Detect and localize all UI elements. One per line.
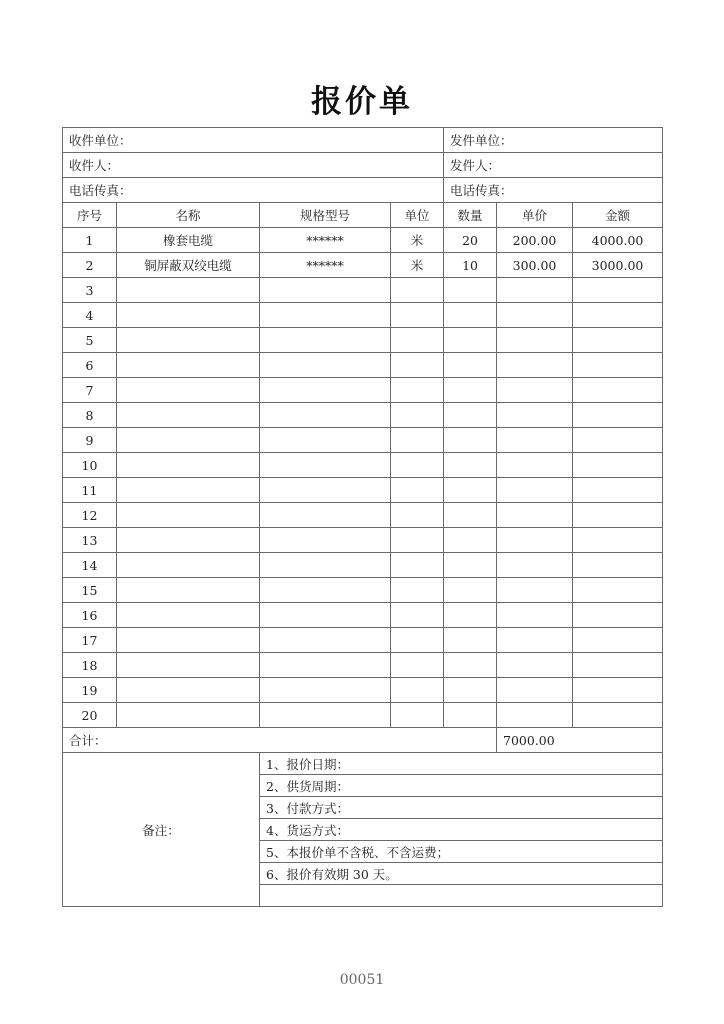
cell-qty bbox=[444, 353, 497, 378]
cell-price bbox=[497, 303, 573, 328]
cell-name bbox=[117, 528, 260, 553]
cell-qty bbox=[444, 603, 497, 628]
cell-unit bbox=[391, 353, 444, 378]
cell-spec bbox=[260, 328, 391, 353]
cell-spec bbox=[260, 453, 391, 478]
table-row bbox=[63, 253, 663, 278]
cell-amount bbox=[573, 528, 663, 553]
cell-amount bbox=[573, 503, 663, 528]
cell-price bbox=[497, 403, 573, 428]
cell-unit bbox=[391, 378, 444, 403]
cell-price bbox=[497, 428, 573, 453]
cell-qty bbox=[444, 278, 497, 303]
total-value: 7000.00 bbox=[497, 728, 663, 753]
cell-name: 橡套电缆 bbox=[117, 228, 260, 253]
cell-price: 300.00 bbox=[497, 253, 573, 278]
cell-name bbox=[117, 303, 260, 328]
cell-spec bbox=[260, 653, 391, 678]
cell-name bbox=[117, 328, 260, 353]
cell-name bbox=[117, 453, 260, 478]
header-price: 单价 bbox=[497, 203, 573, 228]
cell-amount: 4000.00 bbox=[573, 228, 663, 253]
quote-table bbox=[62, 127, 663, 907]
header-no: 序号 bbox=[63, 203, 117, 228]
cell-name bbox=[117, 353, 260, 378]
cell-spec bbox=[260, 578, 391, 603]
header-spec: 规格型号 bbox=[260, 203, 391, 228]
phone-fax-row bbox=[63, 178, 663, 203]
cell-unit bbox=[391, 603, 444, 628]
cell-price bbox=[497, 378, 573, 403]
cell-name bbox=[117, 378, 260, 403]
recipient-phone-label: 电话传真： bbox=[63, 178, 444, 203]
cell-amount bbox=[573, 603, 663, 628]
remark-item: 6、报价有效期 30 天。 bbox=[260, 863, 663, 885]
cell-qty bbox=[444, 328, 497, 353]
cell-price bbox=[497, 653, 573, 678]
cell-qty bbox=[444, 528, 497, 553]
cell-no: 15 bbox=[63, 578, 117, 603]
cell-amount bbox=[573, 403, 663, 428]
cell-qty bbox=[444, 628, 497, 653]
cell-spec bbox=[260, 303, 391, 328]
cell-price bbox=[497, 703, 573, 728]
table-row bbox=[63, 503, 663, 528]
cell-amount bbox=[573, 703, 663, 728]
recipient-unit-row bbox=[63, 128, 663, 153]
cell-unit bbox=[391, 303, 444, 328]
table-row bbox=[63, 678, 663, 703]
remark-item: 1、报价日期： bbox=[260, 753, 663, 775]
cell-name bbox=[117, 278, 260, 303]
cell-spec bbox=[260, 428, 391, 453]
remark-item: 4、货运方式： bbox=[260, 819, 663, 841]
cell-spec bbox=[260, 678, 391, 703]
cell-amount bbox=[573, 628, 663, 653]
cell-amount bbox=[573, 353, 663, 378]
cell-qty bbox=[444, 503, 497, 528]
total-label: 合计： bbox=[63, 728, 497, 753]
header-qty: 数量 bbox=[444, 203, 497, 228]
cell-spec bbox=[260, 703, 391, 728]
cell-spec bbox=[260, 503, 391, 528]
cell-unit bbox=[391, 578, 444, 603]
cell-unit bbox=[391, 628, 444, 653]
cell-amount bbox=[573, 428, 663, 453]
cell-no: 20 bbox=[63, 703, 117, 728]
remark-item: 2、供货周期： bbox=[260, 775, 663, 797]
cell-unit bbox=[391, 503, 444, 528]
cell-spec bbox=[260, 553, 391, 578]
table-row bbox=[63, 378, 663, 403]
cell-qty: 20 bbox=[444, 228, 497, 253]
cell-unit bbox=[391, 703, 444, 728]
remark-item: 5、本报价单不含税、不含运费； bbox=[260, 841, 663, 863]
table-row bbox=[63, 653, 663, 678]
cell-spec: ****** bbox=[260, 253, 391, 278]
cell-amount bbox=[573, 578, 663, 603]
cell-no: 10 bbox=[63, 453, 117, 478]
cell-name bbox=[117, 603, 260, 628]
cell-no: 6 bbox=[63, 353, 117, 378]
header-unit: 单位 bbox=[391, 203, 444, 228]
cell-name bbox=[117, 503, 260, 528]
cell-qty bbox=[444, 703, 497, 728]
cell-qty bbox=[444, 478, 497, 503]
header-amount: 金额 bbox=[573, 203, 663, 228]
cell-name bbox=[117, 628, 260, 653]
page-number: 00051 bbox=[339, 972, 385, 988]
cell-no: 14 bbox=[63, 553, 117, 578]
remarks-row bbox=[63, 753, 663, 775]
cell-name bbox=[117, 678, 260, 703]
cell-spec bbox=[260, 278, 391, 303]
remark-item: 3、付款方式： bbox=[260, 797, 663, 819]
cell-name bbox=[117, 428, 260, 453]
cell-unit bbox=[391, 278, 444, 303]
cell-qty bbox=[444, 653, 497, 678]
recipient-unit-label: 收件单位： bbox=[63, 128, 444, 153]
cell-spec bbox=[260, 528, 391, 553]
cell-amount bbox=[573, 328, 663, 353]
table-row bbox=[63, 428, 663, 453]
cell-amount bbox=[573, 378, 663, 403]
cell-name bbox=[117, 403, 260, 428]
cell-qty bbox=[444, 428, 497, 453]
total-row bbox=[63, 728, 663, 753]
table-row bbox=[63, 528, 663, 553]
cell-no: 5 bbox=[63, 328, 117, 353]
cell-no: 11 bbox=[63, 478, 117, 503]
table-row bbox=[63, 453, 663, 478]
cell-unit bbox=[391, 528, 444, 553]
cell-name bbox=[117, 578, 260, 603]
table-row bbox=[63, 228, 663, 253]
cell-name: 铜屏蔽双绞电缆 bbox=[117, 253, 260, 278]
cell-amount bbox=[573, 303, 663, 328]
cell-price bbox=[497, 503, 573, 528]
cell-spec bbox=[260, 628, 391, 653]
table-row bbox=[63, 478, 663, 503]
cell-no: 8 bbox=[63, 403, 117, 428]
table-row bbox=[63, 703, 663, 728]
sender-unit-label: 发件单位： bbox=[444, 128, 663, 153]
cell-qty bbox=[444, 553, 497, 578]
cell-no: 1 bbox=[63, 228, 117, 253]
cell-price bbox=[497, 678, 573, 703]
column-header-row bbox=[63, 203, 663, 228]
cell-price bbox=[497, 603, 573, 628]
cell-price bbox=[497, 553, 573, 578]
cell-unit bbox=[391, 428, 444, 453]
recipient-person-row bbox=[63, 153, 663, 178]
remarks-label: 备注： bbox=[63, 753, 260, 907]
sender-phone-label: 电话传真： bbox=[444, 178, 663, 203]
cell-unit bbox=[391, 553, 444, 578]
cell-no: 12 bbox=[63, 503, 117, 528]
table-row bbox=[63, 603, 663, 628]
remark-item bbox=[260, 885, 663, 907]
cell-no: 4 bbox=[63, 303, 117, 328]
cell-qty bbox=[444, 403, 497, 428]
cell-no: 18 bbox=[63, 653, 117, 678]
table-row bbox=[63, 578, 663, 603]
table-row bbox=[63, 278, 663, 303]
cell-name bbox=[117, 703, 260, 728]
cell-name bbox=[117, 553, 260, 578]
cell-no: 17 bbox=[63, 628, 117, 653]
cell-qty bbox=[444, 578, 497, 603]
table-row bbox=[63, 353, 663, 378]
cell-name bbox=[117, 478, 260, 503]
cell-qty bbox=[444, 678, 497, 703]
cell-spec bbox=[260, 403, 391, 428]
cell-unit: 米 bbox=[391, 228, 444, 253]
cell-no: 7 bbox=[63, 378, 117, 403]
cell-no: 13 bbox=[63, 528, 117, 553]
cell-price bbox=[497, 528, 573, 553]
cell-no: 2 bbox=[63, 253, 117, 278]
cell-spec bbox=[260, 603, 391, 628]
cell-qty bbox=[444, 378, 497, 403]
cell-spec bbox=[260, 478, 391, 503]
cell-unit bbox=[391, 478, 444, 503]
cell-amount bbox=[573, 553, 663, 578]
cell-spec bbox=[260, 353, 391, 378]
cell-price bbox=[497, 478, 573, 503]
page-title: 报价单 bbox=[311, 84, 413, 120]
cell-amount bbox=[573, 653, 663, 678]
cell-spec bbox=[260, 378, 391, 403]
table-row bbox=[63, 628, 663, 653]
cell-price: 200.00 bbox=[497, 228, 573, 253]
cell-qty bbox=[444, 303, 497, 328]
table-row bbox=[63, 403, 663, 428]
cell-unit bbox=[391, 453, 444, 478]
cell-price bbox=[497, 353, 573, 378]
cell-unit bbox=[391, 328, 444, 353]
header-name: 名称 bbox=[117, 203, 260, 228]
cell-qty bbox=[444, 453, 497, 478]
cell-price bbox=[497, 453, 573, 478]
cell-unit: 米 bbox=[391, 253, 444, 278]
cell-no: 19 bbox=[63, 678, 117, 703]
cell-price bbox=[497, 578, 573, 603]
cell-no: 16 bbox=[63, 603, 117, 628]
table-row bbox=[63, 328, 663, 353]
cell-amount bbox=[573, 678, 663, 703]
cell-unit bbox=[391, 653, 444, 678]
cell-unit bbox=[391, 403, 444, 428]
cell-amount bbox=[573, 453, 663, 478]
table-row bbox=[63, 303, 663, 328]
cell-amount: 3000.00 bbox=[573, 253, 663, 278]
cell-price bbox=[497, 628, 573, 653]
cell-name bbox=[117, 653, 260, 678]
cell-spec: ****** bbox=[260, 228, 391, 253]
cell-no: 3 bbox=[63, 278, 117, 303]
cell-price bbox=[497, 278, 573, 303]
cell-qty: 10 bbox=[444, 253, 497, 278]
cell-amount bbox=[573, 478, 663, 503]
sender-person-label: 发件人： bbox=[444, 153, 663, 178]
cell-price bbox=[497, 328, 573, 353]
cell-amount bbox=[573, 278, 663, 303]
table-row bbox=[63, 553, 663, 578]
cell-no: 9 bbox=[63, 428, 117, 453]
recipient-person-label: 收件人： bbox=[63, 153, 444, 178]
cell-unit bbox=[391, 678, 444, 703]
